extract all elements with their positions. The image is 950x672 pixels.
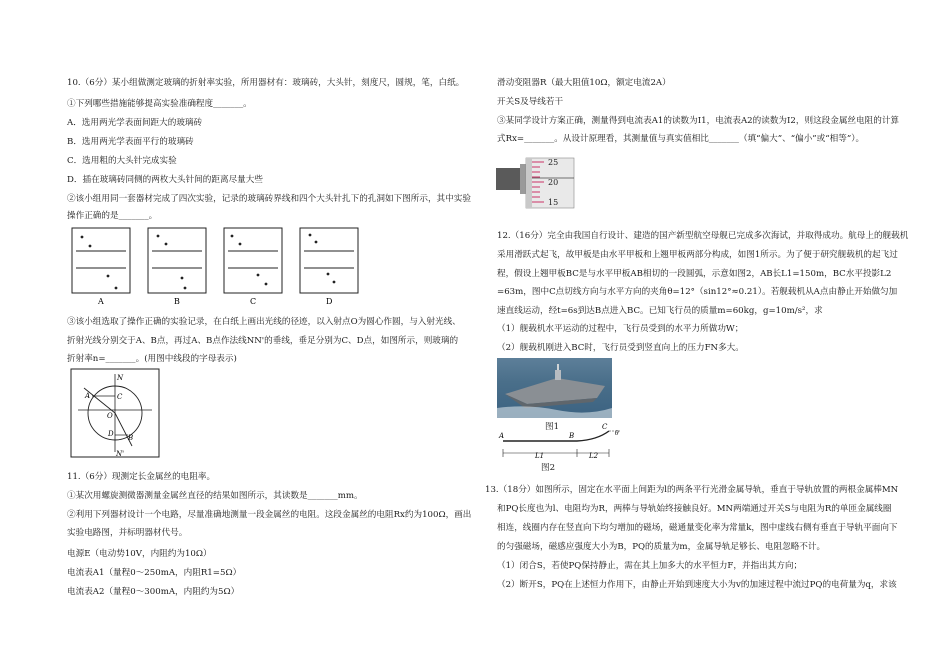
q13-sub2: （2）断开S，PQ在上述恒力作用下，由静止开始到速度大小为v的加速过程中流过PQ的电荷量为q，求该 [497, 580, 897, 590]
panel-a [72, 228, 130, 306]
q13-sub1: （1）闭合S，若使PQ保持静止，需在其上加多大的水平恒力F，并指出其方向； [497, 561, 803, 571]
panel-c [224, 228, 282, 306]
label-o: O [107, 412, 113, 420]
fig1-label: 图1 [545, 422, 560, 432]
q10-stem: 10.（6分）某小组做测定玻璃的折射率实验，所用器材有：玻璃砖，大头针，刻度尺，圆规，笔，白纸。 [67, 78, 465, 88]
label-a: A [85, 392, 91, 400]
q11-item-e: 电源E（电动势10V，内阻约为10Ω） [67, 549, 212, 559]
q11-sub2-line2: 实验电路图，并标明器材代号。 [67, 528, 188, 538]
label-n-bottom: N' [116, 450, 125, 458]
carrier-photo [497, 358, 612, 418]
q12-line4: =63m，图中C点切线方向与水平方向的夹角θ=12°（sin12°≈0.21）。若舰载机从A点由静止开始做匀加 [497, 287, 898, 297]
q11-sub2-line1: ②利用下列器材设计一个电路，尽量准确地测量一段金属丝的电阻。这段金属丝的电阻Rx约为100Ω，画出 [67, 510, 472, 520]
q10-sub2-line1: ②该小组用同一套器材完成了四次实验，记录的玻璃砖界线和四个大头针扎下的孔洞如下图所示，其中实验 [67, 194, 471, 204]
q10-sub3-line3: 折射率n=_______。(用图中线段的字母表示) [67, 354, 237, 364]
q13-line2: 和PQ长度也为l、电阻均为R，两棒与导轨始终接触良好。MN两端通过开关S与电阻为R的单匝金属线圈 [497, 504, 892, 514]
q11-sub1: ①某次用螺旋测微器测量金属丝直径的结果如图所示，其读数是_______mm。 [67, 491, 363, 501]
q10-sub1: ①下列哪些措施能够提高实验准确程度_______。 [67, 99, 252, 109]
deck-label-theta: θ [615, 430, 619, 437]
label-n-top: N [117, 374, 124, 382]
q11-sub3-line2: 式Rx=_______。从设计原理看，其测量值与真实值相比_______（填“偏大”、“偏小”或“相等”）。 [497, 134, 865, 144]
q10-option-a: A．选用两光学表面间距大的玻璃砖 [67, 118, 203, 128]
deck-label-l2: L2 [589, 452, 599, 460]
q10-option-b: B．选用两光学表面平行的玻璃砖 [67, 137, 194, 147]
label-c: C [117, 393, 123, 401]
micrometer-figure [496, 154, 576, 212]
q12-sub2: （2）舰载机刚进入BC时，飞行员受到竖直向上的压力FN多大。 [497, 343, 744, 353]
panel-a-label: A [98, 297, 104, 306]
q10-option-d: D．插在玻璃砖同侧的两枚大头针间的距离尽量大些 [67, 175, 263, 185]
gauge-tick-25: 25 [548, 158, 559, 167]
q10-panels-figure [70, 226, 360, 308]
deck-label-a: A [499, 432, 505, 440]
q11-stem: 11.（6分）现测定长金属丝的电阻率。 [67, 472, 216, 482]
q12-line3: 程，假设上翘甲板BC是与水平甲板AB相切的一段圆弧，示意如图2，AB长L1=150m，BC水平投影L2 [497, 269, 892, 279]
q10-sub3-line1: ③该小组选取了操作正确的实验记录，在白纸上画出光线的径迹，以入射点O为圆心作圆，与入射光线、 [67, 317, 461, 327]
deck-label-b: B [569, 432, 575, 440]
q13-line1: 13.（18分）如图所示，固定在水平面上间距为l的两条平行光滑金属导轨，垂直于导轨放置的两根金属棒MN [485, 485, 899, 495]
gauge-tick-20: 20 [548, 178, 559, 187]
q11-item-a1: 电流表A1（量程0～250mA，内阻R1=5Ω） [67, 568, 242, 578]
q10-sub3-line2: 折射光线分别交于A、B点，再过A、B点作法线NN'的垂线，垂足分别为C、D点，如图所示，则玻璃的 [67, 336, 459, 346]
deck-figure [497, 423, 627, 463]
q12-line1: 12.（16分）完全由我国自行设计、建造的国产新型航空母舰已完成多次海试，并取得成功。航母上的舰载机 [497, 231, 909, 241]
panel-d-label: D [326, 297, 333, 306]
q10-option-c: C．选用粗的大头针完成实验 [67, 156, 177, 166]
q12-line5: 速直线运动，经t=6s到达B点进入BC。已知飞行员的质量m=60kg，g=10m/s²，求 [497, 306, 823, 316]
q13-line3: 相连，线圈内存在竖直向下均匀增加的磁场，磁通量变化率为常量k，图中虚线右侧有垂直于导轨平面向下 [497, 523, 898, 533]
panel-c-label: C [250, 297, 257, 306]
deck-label-c: C [602, 423, 608, 431]
panel-b-label: B [174, 297, 180, 306]
label-b: B [128, 434, 134, 442]
fig2-label: 图2 [541, 463, 556, 473]
q10-circle-figure [70, 368, 160, 458]
q12-line2: 采用滑跃式起飞，故甲板是由水平甲板和上翘甲板两部分构成，如图1所示。为了便于研究舰载机的起飞过 [497, 250, 898, 260]
label-d: D [108, 430, 114, 438]
q11-sub3-line1: ③某同学设计方案正确，测量得到电流表A1的读数为I1，电流表A2的读数为I2，则这段金属丝电阻的计算 [497, 116, 900, 126]
q11-right-item1: 滑动变阻器R（最大阻值10Ω，额定电流2A） [497, 78, 671, 88]
q12-sub1: （1）舰载机水平运动的过程中，飞行员受到的水平力所做功W； [497, 324, 744, 334]
gauge-tick-15: 15 [548, 198, 559, 207]
q11-right-item2: 开关S及导线若干 [497, 97, 564, 107]
panel-d [300, 228, 358, 306]
q13-line4: 的匀强磁场，磁感应强度大小为B，PQ的质量为m，金属导轨足够长、电阻忽略不计。 [497, 542, 826, 552]
deck-label-l1: L1 [535, 452, 545, 460]
panel-b [148, 228, 206, 306]
q10-sub2-line2: 操作正确的是_______。 [67, 211, 158, 221]
q11-item-a2: 电流表A2（量程0～300mA，内阻约为5Ω） [67, 587, 240, 597]
